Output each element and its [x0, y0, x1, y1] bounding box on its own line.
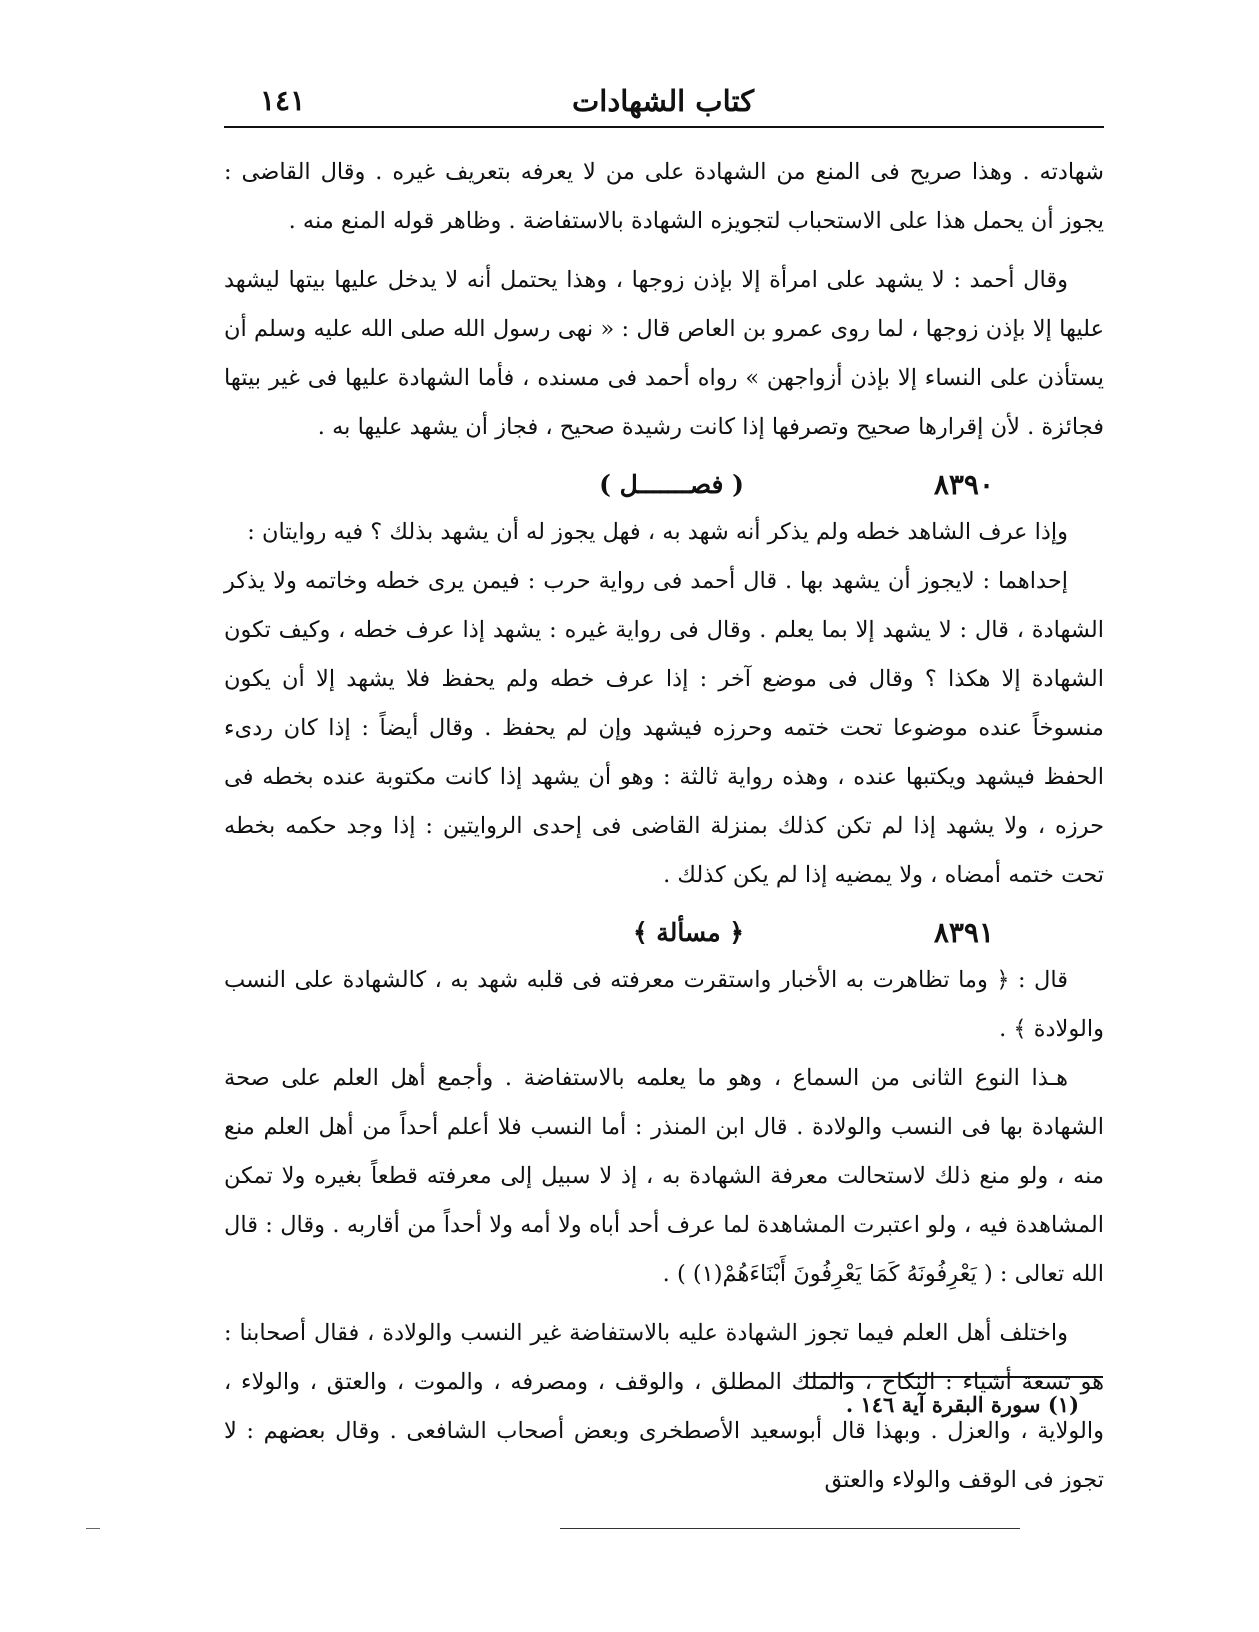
paragraph: قال : ﴿ وما تظاهرت به الأخبار واستقرت معرفته فى قلبه شهد به ، كالشهادة على النسب والولادة ﴾ . [224, 967, 1104, 1042]
footnote: (١) سورة البقرة آية ١٤٦ . [845, 1392, 1079, 1417]
paragraph: وقال أحمد : لا يشهد على امرأة إلا بإذن زوجها ، وهذا يحتمل أنه لا يدخل عليها بيتها ليشهد عليها إلا بإذن زوجها ، لما روى عمرو بن العاص قال : « نهى رسول الله صلى الله عليه وسلم أن يستأذن على النساء إلا بإذن أزواجهن » رواه أحمد فى مسنده ، فأما الشهادة عليها فى غير بيتها فجائزة . لأن إقرارها صحيح وتصرفها إذا كانت رشيدة صحيح ، فجاز أن يشهد عليها به . [224, 267, 1104, 440]
paragraph: إحداهما : لايجوز أن يشهد بها . قال أحمد فى رواية حرب : فيمن يرى خطه وخاتمه ولا يذكر الشهادة ، قال : لا يشهد إلا بما يعلم . وقال فى رواية غيره : يشهد إذا عرف خطه ، وكيف تكون الشهادة إلا هكذا ؟ وقال فى موضع آخر : إذا عرف خطه ولم يحفظ فلا يشهد إلا أن يكون منسوخاً عنده موضوعا تحت ختمه وحرزه فيشهد وإن لم يحفظ . وقال أيضاً : إذا كان ردىء الحفظ فيشهد ويكتبها عنده ، وهذه رواية ثالثة : وهو أن يشهد إذا كانت مكتوبة عنده بخطه فى حرزه ، ولا يشهد إذا لم تكن كذلك بمنزلة القاضى فى إحدى الروايتين : إذا وجد حكمه بخطه تحت ختمه أمضاه ، ولا يمضيه إذا لم يكن كذلك . [224, 568, 1104, 888]
bottom-divider [560, 1528, 1020, 1529]
chapter-title: كتاب الشهادات [571, 84, 754, 118]
section-number: ٨٣٩٠ [933, 468, 994, 501]
main-text [224, 148, 1104, 1505]
running-header [224, 82, 1104, 128]
section-label: ﴿ مسألة ﴾ [632, 918, 744, 947]
section-heading-fasl [224, 452, 1104, 508]
paragraph: واختلف أهل العلم فيما تجوز الشهادة عليه بالاستفاضة غير النسب والولادة ، فقال أصحابنا : هو تسعة أشياء : النكاح ، والملك المطلق ، والوقف ، ومصرفه ، والموت ، والعتق ، والولاء ، والولاية ، والعزل . وبهذا قال أبوسعيد الأصطخرى وبعض أصحاب الشافعى . وقال بعضهم : لا تجوز فى الوقف والولاء والعتق [224, 1320, 1104, 1493]
paragraph: هـذا النوع الثانى من السماع ، وهو ما يعلمه بالاستفاضة . وأجمع أهل العلم على صحة الشهادة بها فى النسب والولادة . قال ابن المنذر : أما النسب فلا أعلم أحداً من أهل العلم منع منه ، ولو منع ذلك لاستحالت معرفة الشهادة به ، إذ لا سبيل إلى معرفته قطعاً بغيره ولا تمكن المشاهدة فيه ، ولو اعتبرت المشاهدة لما عرف أحد أباه ولا أمه ولا أحداً من أقاربه . وقال : قال الله تعالى : ( يَعْرِفُونَهُ كَمَا يَعْرِفُونَ أَبْنَاءَهُمْ(١) ) . [224, 1065, 1104, 1287]
paragraph: شهادته . وهذا صريح فى المنع من الشهادة على من لا يعرفه بتعريف غيره . وقال القاضى : يجوز أن يحمل هذا على الاستحباب لتجويزه الشهادة بالاستفاضة . وظاهر قوله المنع منه . [224, 159, 1104, 234]
section-heading-masala [224, 900, 1104, 956]
section-number: ٨٣٩١ [933, 916, 994, 949]
section-label: ( فصـــــــل ) [599, 470, 744, 499]
page-number: ١٤١ [260, 84, 306, 117]
margin-mark [86, 1528, 100, 1529]
paragraph: وإذا عرف الشاهد خطه ولم يذكر أنه شهد به ، فهل يجوز له أن يشهد بذلك ؟ فيه روايتان : [247, 519, 1068, 545]
footnote-divider [803, 1376, 1103, 1378]
